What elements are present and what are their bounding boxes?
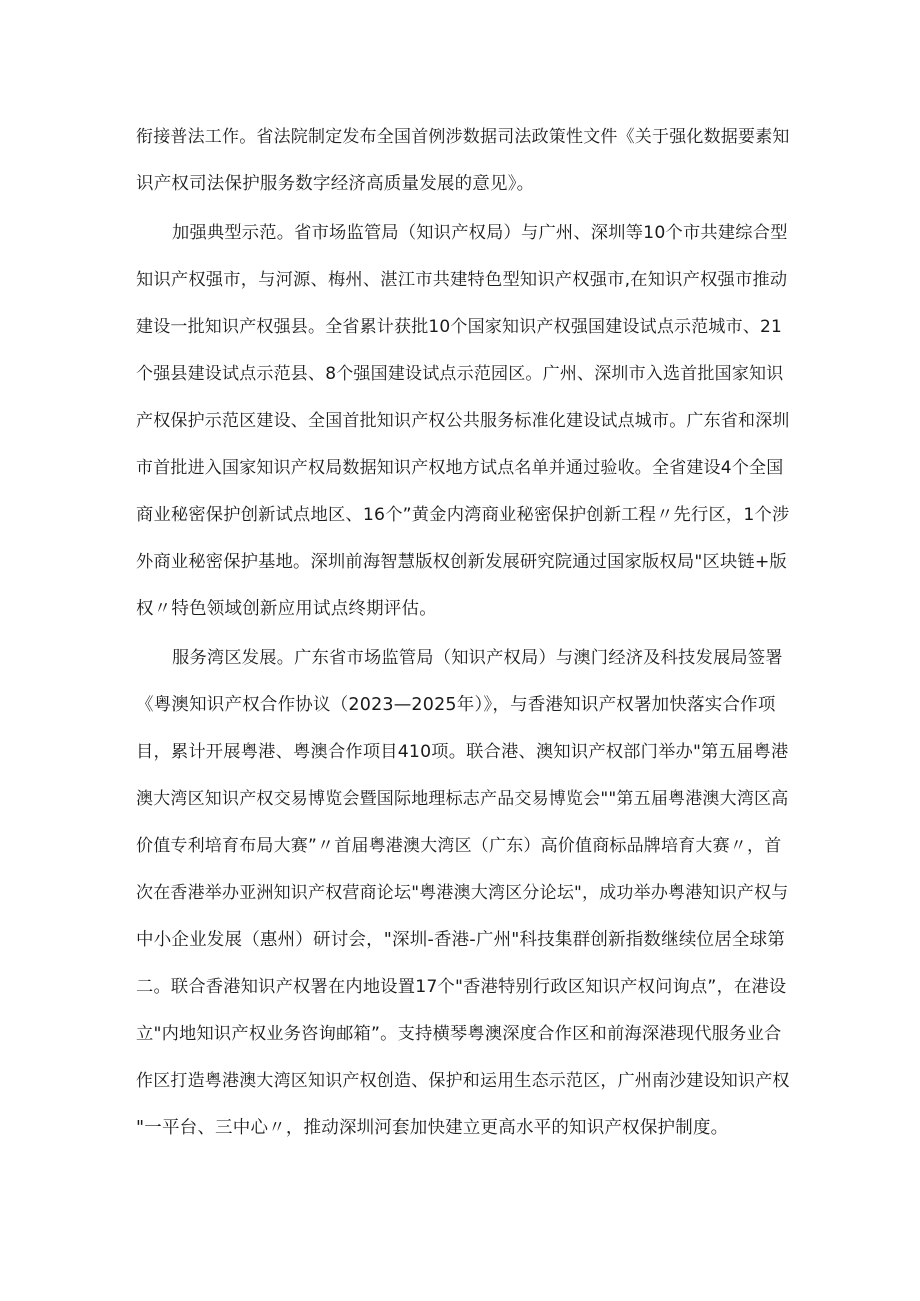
text-line: 服务湾区发展。广东省市场监管局（知识产权局）与澳门经济及科技发展局签署 (172, 648, 783, 668)
text-line: 外商业秘密保护基地。深圳前海智慧版权创新发展研究院通过国家版权局"区块链+版 (136, 552, 787, 572)
text-line: 价值专利培育布局大赛”〃首届粤港澳大湾区（广东）高价值商标品牌培育大赛〃，首 (136, 836, 782, 856)
text-line: "一平台、三中心〃，推动深圳河套加快建立更高水平的知识产权保护制度。 (136, 1118, 729, 1138)
text-line: 中小企业发展（惠州）研讨会，"深圳-香港-广州"科技集群创新指数继续位居全球第 (136, 930, 786, 950)
text-line: 识产权司法保护服务数字经济高质量发展的意见》。 (136, 174, 535, 194)
text-line: 目，累计开展粤港、粤澳合作项目410项。联合港、澳知识产权部门举办"第五届粤港 (136, 742, 789, 762)
text-line: 立"内地知识产权业务咨询邮箱”。支持横琴粤澳深度合作区和前海深港现代服务业合 (136, 1024, 782, 1044)
text-line: 建设一批知识产权强县。全省累计获批10个国家知识产权强国建设试点示范城市、21 (136, 317, 783, 337)
text-line: 二。联合香港知识产权署在内地设置17个"香港特别行政区知识产权问询点”，在港设 (136, 977, 787, 997)
text-line: 权〃特色领域创新应用试点终期评估。 (136, 599, 437, 619)
text-line: 产权保护示范区建设、全国首批知识产权公共服务标准化建设试点城市。广东省和深圳 (136, 411, 790, 431)
text-line: 加强典型示范。省市场监管局（知识产权局）与广州、深圳等10个市共建综合型 (172, 223, 788, 243)
text-line: 商业秘密保护创新试点地区、16个”黄金内湾商业秘密保护创新工程〃先行区，1个涉 (136, 505, 790, 525)
text-line: 作区打造粤港澳大湾区知识产权创造、保护和运用生态示范区，广州南沙建设知识产权 (136, 1071, 790, 1091)
text-line: 衔接普法工作。省法院制定发布全国首例涉数据司法政策性文件《关于强化数据要素知 (136, 127, 790, 147)
text-line: 澳大湾区知识产权交易博览会暨国际地理标志产品交易博览会""第五届粤港澳大湾区高 (136, 789, 789, 809)
text-line: 知识产权强市，与河源、梅州、湛江市共建特色型知识产权强市,在知识产权强市推动 (136, 270, 788, 290)
text-line: 《粤澳知识产权合作协议（2023—2025年）》，与香港知识产权署加快落实合作项 (136, 695, 776, 715)
text-line: 市首批进入国家知识产权局数据知识产权地方试点名单并通过验收。全省建设4个全国 (136, 458, 784, 478)
text-line: 次在香港举办亚洲知识产权营商论坛"粤港澳大湾区分论坛"，成功举办粤港知识产权与 (136, 883, 789, 903)
text-line: 个强县建设试点示范县、8个强国建设试点示范园区。广州、深圳市入选首批国家知识 (136, 364, 784, 384)
